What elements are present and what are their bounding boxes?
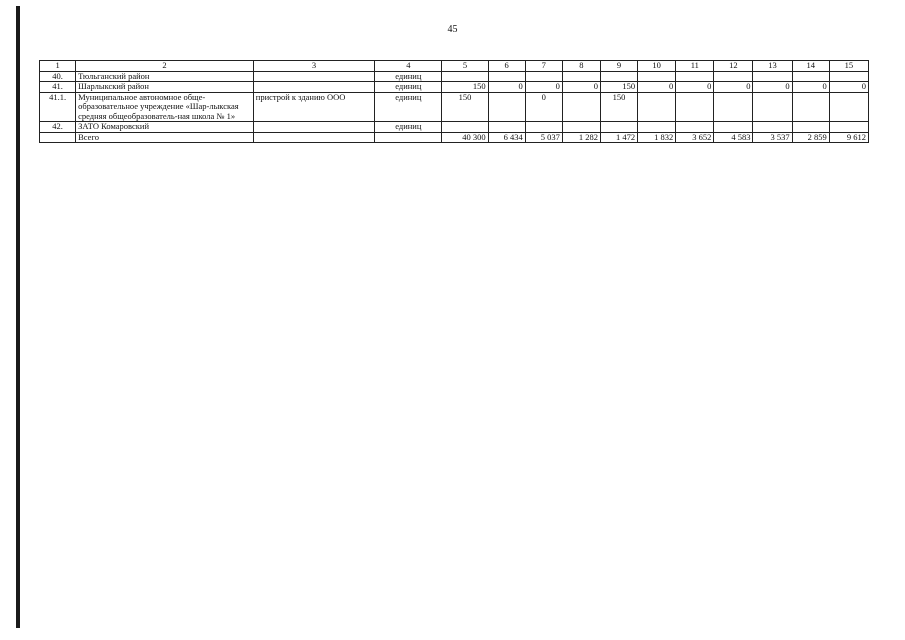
row-object: пристрой к зданию ООО bbox=[253, 92, 374, 122]
value-cell: 3 652 bbox=[676, 132, 714, 143]
value-cell bbox=[676, 122, 714, 133]
value-cell: 0 bbox=[714, 82, 753, 93]
value-cell bbox=[714, 122, 753, 133]
header-cell: 6 bbox=[488, 61, 525, 72]
value-cell: 150 bbox=[600, 92, 637, 122]
header-cell: 5 bbox=[442, 61, 488, 72]
row-number: 40. bbox=[40, 71, 76, 82]
row-object bbox=[253, 82, 374, 93]
value-cell: 0 bbox=[829, 82, 868, 93]
header-cell: 2 bbox=[76, 61, 254, 72]
value-cell bbox=[753, 92, 792, 122]
header-cell: 4 bbox=[375, 61, 442, 72]
value-cell bbox=[442, 122, 488, 133]
value-cell: 1 832 bbox=[638, 132, 676, 143]
value-cell bbox=[829, 71, 868, 82]
value-cell bbox=[638, 122, 676, 133]
value-cell bbox=[525, 71, 562, 82]
header-cell: 10 bbox=[638, 61, 676, 72]
header-cell: 1 bbox=[40, 61, 76, 72]
value-cell: 40 300 bbox=[442, 132, 488, 143]
value-cell: 0 bbox=[562, 82, 600, 93]
value-cell bbox=[600, 71, 637, 82]
header-cell: 13 bbox=[753, 61, 792, 72]
value-cell bbox=[488, 71, 525, 82]
value-cell bbox=[714, 92, 753, 122]
row-name: ЗАТО Комаровский bbox=[76, 122, 254, 133]
value-cell: 0 bbox=[525, 92, 562, 122]
value-cell bbox=[792, 71, 829, 82]
value-cell: 4 583 bbox=[714, 132, 753, 143]
header-cell: 3 bbox=[253, 61, 374, 72]
data-table bbox=[39, 60, 869, 143]
value-cell bbox=[488, 92, 525, 122]
value-cell bbox=[442, 71, 488, 82]
value-cell bbox=[562, 92, 600, 122]
value-cell bbox=[676, 92, 714, 122]
value-cell: 0 bbox=[525, 82, 562, 93]
header-cell: 7 bbox=[525, 61, 562, 72]
value-cell bbox=[638, 71, 676, 82]
row-number: 42. bbox=[40, 122, 76, 133]
value-cell: 0 bbox=[792, 82, 829, 93]
value-cell: 150 bbox=[600, 82, 637, 93]
value-cell: 0 bbox=[488, 82, 525, 93]
row-name: Тюльганский район bbox=[76, 71, 254, 82]
header-cell: 12 bbox=[714, 61, 753, 72]
value-cell: 1 282 bbox=[562, 132, 600, 143]
value-cell bbox=[829, 92, 868, 122]
value-cell bbox=[829, 122, 868, 133]
table-row bbox=[40, 71, 869, 82]
row-unit bbox=[375, 132, 442, 143]
value-cell: 5 037 bbox=[525, 132, 562, 143]
total-row bbox=[40, 132, 869, 143]
value-cell bbox=[600, 122, 637, 133]
row-object bbox=[253, 132, 374, 143]
table-row bbox=[40, 82, 869, 93]
row-number: 41. bbox=[40, 82, 76, 93]
row-number: 41.1. bbox=[40, 92, 76, 122]
value-cell bbox=[525, 122, 562, 133]
row-object bbox=[253, 122, 374, 133]
row-name: Шарлыкский район bbox=[76, 82, 254, 93]
header-cell: 14 bbox=[792, 61, 829, 72]
header-cell: 11 bbox=[676, 61, 714, 72]
value-cell: 150 bbox=[442, 82, 488, 93]
value-cell: 9 612 bbox=[829, 132, 868, 143]
row-unit: единиц bbox=[375, 92, 442, 122]
value-cell: 150 bbox=[442, 92, 488, 122]
row-unit: единиц bbox=[375, 71, 442, 82]
row-unit: единиц bbox=[375, 82, 442, 93]
value-cell bbox=[562, 71, 600, 82]
header-row bbox=[40, 61, 869, 72]
table-row bbox=[40, 122, 869, 133]
row-unit: единиц bbox=[375, 122, 442, 133]
value-cell bbox=[753, 122, 792, 133]
row-number bbox=[40, 132, 76, 143]
header-cell: 15 bbox=[829, 61, 868, 72]
row-name: Муниципальное автономное обще-образовательное учреждение «Шар-лыкская средняя общеобразователь-ная школа № 1» bbox=[76, 92, 254, 122]
table-row bbox=[40, 92, 869, 122]
value-cell: 6 434 bbox=[488, 132, 525, 143]
value-cell bbox=[792, 122, 829, 133]
value-cell bbox=[638, 92, 676, 122]
header-cell: 9 bbox=[600, 61, 637, 72]
value-cell: 0 bbox=[753, 82, 792, 93]
value-cell: 3 537 bbox=[753, 132, 792, 143]
header-cell: 8 bbox=[562, 61, 600, 72]
scan-edge-bar bbox=[16, 6, 20, 628]
value-cell bbox=[488, 122, 525, 133]
value-cell bbox=[562, 122, 600, 133]
value-cell bbox=[676, 71, 714, 82]
page-number: 45 bbox=[447, 24, 458, 35]
row-name: Всего bbox=[76, 132, 254, 143]
value-cell: 0 bbox=[638, 82, 676, 93]
value-cell bbox=[714, 71, 753, 82]
value-cell: 0 bbox=[676, 82, 714, 93]
value-cell: 2 859 bbox=[792, 132, 829, 143]
row-object bbox=[253, 71, 374, 82]
value-cell: 1 472 bbox=[600, 132, 637, 143]
value-cell bbox=[792, 92, 829, 122]
value-cell bbox=[753, 71, 792, 82]
